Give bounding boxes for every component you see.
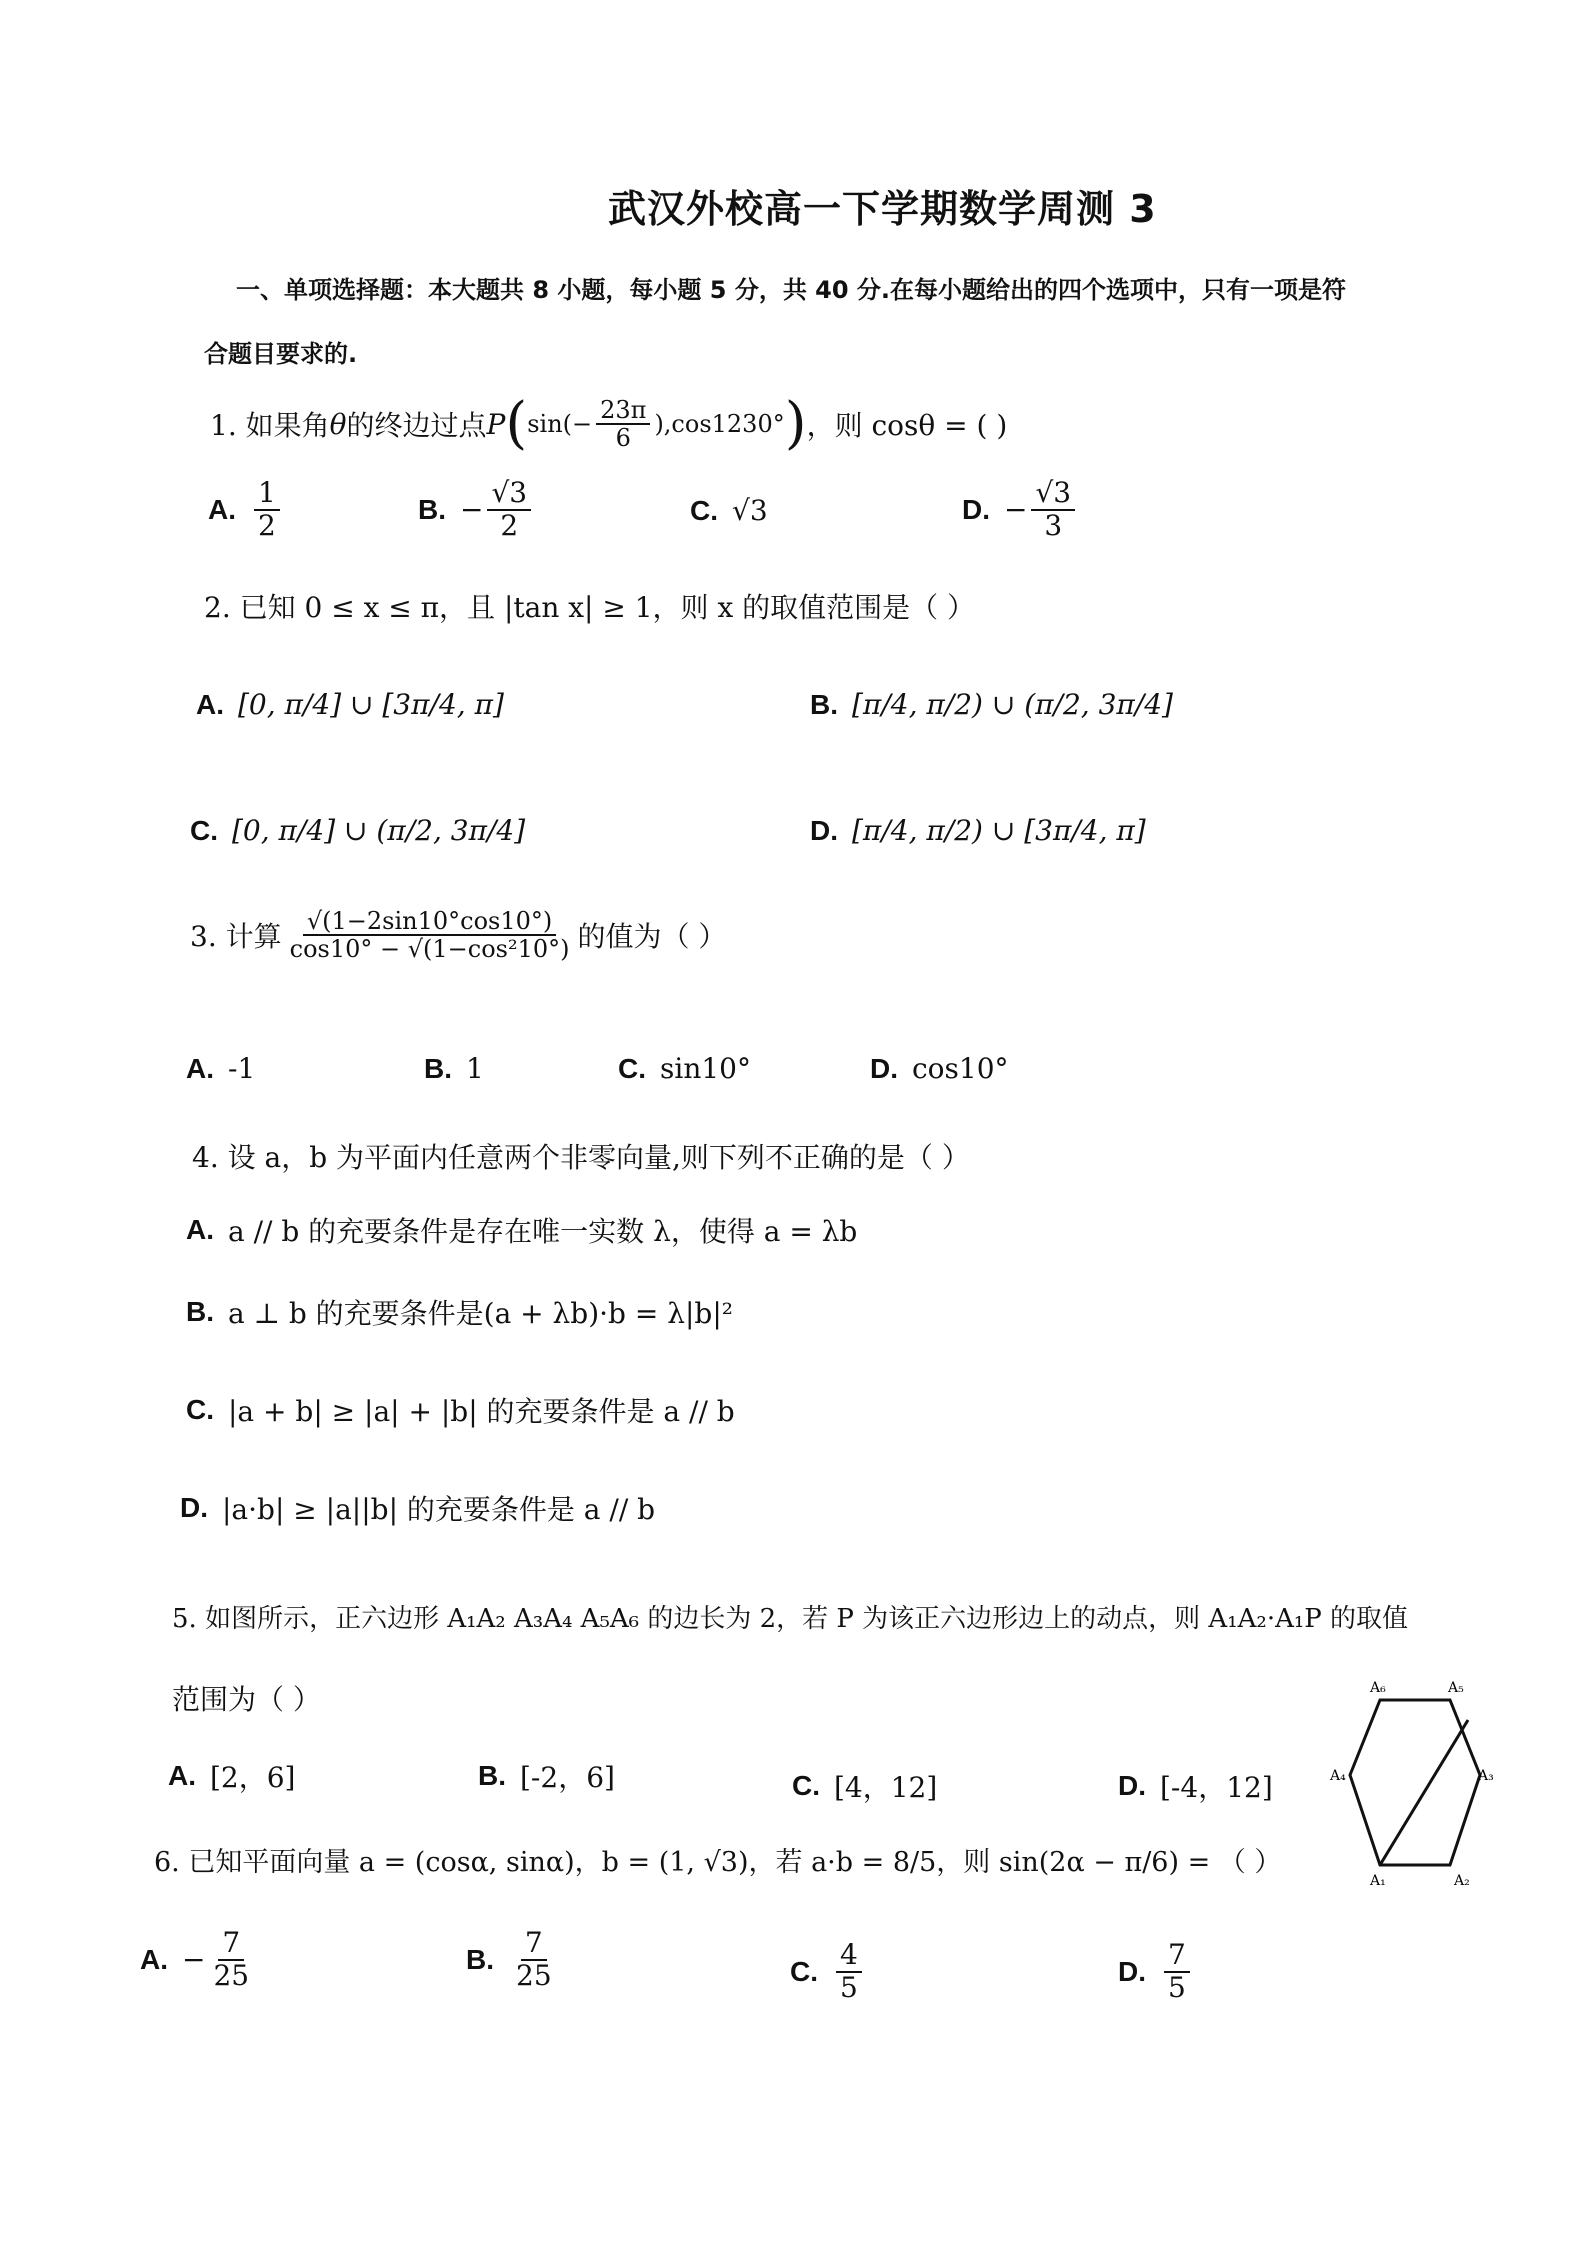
- q2-option-a-label: A.: [196, 688, 224, 720]
- q5-b-text: [-2，6]: [520, 1761, 615, 1794]
- q1-theta: θ: [329, 407, 347, 441]
- q6-a-sign: −: [182, 1943, 206, 1977]
- vertex-label-a3: A₃: [1478, 1768, 1494, 1784]
- q1-option-d[interactable]: [962, 478, 1079, 542]
- q3-c-text: sin10°: [660, 1052, 751, 1085]
- q1-option-b-frac: [487, 478, 531, 542]
- q2-option-c-label: C.: [190, 814, 218, 846]
- q4-b-text: a ⊥ b 的充要条件是(a + λb)·b = λ|b|²: [228, 1297, 733, 1330]
- q1-option-a-label: A.: [208, 493, 236, 525]
- q5-option-b-label: B.: [478, 1760, 506, 1791]
- section-heading-line1: 一、单项选择题：本大题共 8 小题，每小题 5 分，共 40 分.在每小题给出的四个选项中，只有一项是符: [236, 276, 1347, 304]
- q6-a-frac: [209, 1928, 253, 1992]
- question-1-stem: [210, 391, 1008, 456]
- q1-option-c-label: C.: [690, 494, 718, 526]
- q1-a-den: 2: [258, 508, 276, 542]
- q4-option-d[interactable]: [180, 1488, 655, 1528]
- q1-sin-part: sin(−: [527, 410, 593, 438]
- q3-option-d[interactable]: [870, 1052, 1009, 1085]
- q5-a-text: [2，6]: [210, 1761, 296, 1794]
- q1-d-sign: −: [1004, 493, 1028, 527]
- q3-option-c-label: C.: [618, 1052, 646, 1084]
- q4-option-a-label: A.: [186, 1214, 214, 1245]
- q5-option-d[interactable]: [1118, 1766, 1273, 1806]
- q4-option-d-label: D.: [180, 1492, 208, 1523]
- q5-option-b[interactable]: [478, 1756, 615, 1796]
- q1-option-d-label: D.: [962, 493, 990, 525]
- q3-prefix: 3. 计算: [190, 920, 282, 954]
- diagonal-a1-a2: [1380, 1720, 1468, 1865]
- q4-option-b-label: B.: [186, 1296, 214, 1327]
- q2-option-b-label: B.: [810, 688, 838, 720]
- q4-option-c[interactable]: [186, 1390, 735, 1430]
- q6-d-frac: [1164, 1940, 1190, 2004]
- q3-suffix: 的值为（ ）: [577, 920, 727, 954]
- q1-fraction: [596, 397, 650, 452]
- question-5-stem-line2: 范围为（ ）: [172, 1683, 321, 1716]
- hexagon-figure: [1330, 1680, 1494, 1890]
- q1-frac-num: 23π: [596, 397, 650, 425]
- q6-d-den: 5: [1168, 1970, 1186, 2004]
- q6-c-den: 5: [840, 1970, 858, 2004]
- q3-a-text: -1: [228, 1052, 256, 1085]
- q2-option-d[interactable]: [810, 814, 1146, 847]
- q1-b-den: 2: [500, 508, 519, 542]
- q2-a-text: [0, π/4] ∪ [3π/4, π]: [238, 688, 504, 721]
- q1-b-sign: −: [460, 493, 484, 527]
- q4-option-a[interactable]: [186, 1210, 857, 1250]
- q1-mid: 的终边过点: [346, 409, 487, 442]
- q4-option-b[interactable]: [186, 1292, 733, 1332]
- q3-option-a-label: A.: [186, 1052, 214, 1084]
- q6-c-num: 4: [836, 1940, 862, 1973]
- q1-option-d-frac: [1031, 478, 1075, 542]
- q6-b-frac: [512, 1928, 556, 1992]
- q1-d-num: √3: [1031, 478, 1075, 511]
- question-6-stem: 6. 已知平面向量 a = (cosα, sinα)，b = (1, √3)，若 a·b = 8/5，则 sin(2α − π/6) = （ ）: [154, 1847, 1282, 1878]
- q5-c-text: [4，12]: [834, 1771, 938, 1804]
- q1-open-paren: (: [505, 391, 528, 456]
- q5-option-d-label: D.: [1118, 1770, 1146, 1801]
- q2-option-a[interactable]: [196, 688, 504, 721]
- q6-d-num: 7: [1164, 1940, 1190, 1973]
- q2-d-text: [π/4, π/2) ∪ [3π/4, π]: [852, 814, 1146, 847]
- q3-option-d-label: D.: [870, 1052, 898, 1084]
- q3-option-c[interactable]: [618, 1052, 751, 1085]
- q1-option-b-label: B.: [418, 493, 446, 525]
- q3-den: cos10° − √(1−cos²10°): [289, 935, 570, 964]
- q1-close-paren: ): [784, 391, 807, 456]
- q5-option-c[interactable]: [792, 1766, 937, 1806]
- q1-c-text: √3: [732, 494, 768, 527]
- q4-d-text: |a·b| ≥ |a||b| 的充要条件是 a // b: [222, 1493, 656, 1526]
- q1-point-p: P: [486, 407, 506, 441]
- q1-d-den: 3: [1044, 508, 1063, 542]
- q6-option-b-label: B.: [466, 1943, 494, 1975]
- q6-a-num: 7: [218, 1928, 244, 1961]
- question-2-stem: 2. 已知 0 ≤ x ≤ π，且 |tan x| ≥ 1，则 x 的取值范围是（ ）: [204, 591, 976, 624]
- q6-option-c[interactable]: [790, 1940, 866, 2004]
- q3-num: √(1−2sin10°cos10°): [303, 908, 556, 936]
- q1-frac-den: 6: [615, 424, 631, 452]
- q3-option-b-label: B.: [424, 1052, 452, 1084]
- question-5-stem-line1: 5. 如图所示，正六边形 A₁A₂ A₃A₄ A₅A₆ 的边长为 2，若 P 为该正六边形边上的动点，则 A₁A₂·A₁P 的取值: [172, 1604, 1409, 1634]
- hexagon-outline: [1350, 1700, 1480, 1865]
- vertex-label-a5: A₅: [1448, 1680, 1464, 1696]
- q3-option-a[interactable]: [186, 1052, 255, 1085]
- q1-a-num: 1: [254, 478, 280, 511]
- q5-option-c-label: C.: [792, 1770, 820, 1801]
- q2-b-text: [π/4, π/2) ∪ (π/2, 3π/4]: [852, 688, 1173, 721]
- page-title: 武汉外校高一下学期数学周测 3: [608, 187, 1157, 231]
- q2-option-b[interactable]: [810, 688, 1173, 721]
- q4-a-text: a // b 的充要条件是存在唯一实数 λ，使得 a = λb: [228, 1215, 858, 1248]
- q6-b-num: 7: [521, 1928, 547, 1961]
- vertex-label-a1: A₁: [1370, 1873, 1386, 1889]
- q2-option-c[interactable]: [190, 814, 525, 847]
- question-3-stem: [190, 908, 726, 963]
- question-4-stem: 4. 设 a，b 为平面内任意两个非零向量,则下列不正确的是（ ）: [192, 1141, 970, 1174]
- q1-option-b[interactable]: [418, 478, 535, 542]
- q5-option-a-label: A.: [168, 1760, 196, 1791]
- q1-prefix: 1. 如果角: [210, 409, 330, 442]
- q6-b-den: 25: [516, 1958, 552, 1992]
- q3-fraction: [286, 908, 574, 963]
- vertex-label-a6: A₆: [1370, 1680, 1386, 1696]
- q6-option-d[interactable]: [1118, 1940, 1194, 2004]
- section-heading-line2: 合题目要求的.: [204, 340, 358, 368]
- q6-c-frac: [836, 1940, 862, 2004]
- q4-option-c-label: C.: [186, 1394, 214, 1425]
- vertex-label-a2: A₂: [1454, 1873, 1470, 1889]
- vertex-label-a4: A₄: [1330, 1768, 1346, 1784]
- q3-d-text: cos10°: [912, 1052, 1009, 1085]
- q6-a-den: 25: [213, 1958, 250, 1992]
- q1-b-num: √3: [487, 478, 531, 511]
- q1-suffix: ，则 cosθ = ( ): [806, 409, 1008, 442]
- q1-option-c[interactable]: [690, 494, 768, 527]
- q1-option-a[interactable]: [208, 478, 284, 542]
- q5-option-a[interactable]: [168, 1756, 295, 1796]
- q3-option-b[interactable]: [424, 1052, 484, 1085]
- q1-cos-part: ),cos1230°: [654, 410, 785, 438]
- q2-c-text: [0, π/4] ∪ (π/2, 3π/4]: [232, 814, 526, 847]
- q4-c-text: |a + b| ≥ |a| + |b| 的充要条件是 a // b: [228, 1395, 735, 1428]
- q6-option-a[interactable]: [140, 1928, 257, 1992]
- q6-option-d-label: D.: [1118, 1955, 1146, 1987]
- q3-b-text: 1: [466, 1052, 484, 1085]
- q5-d-text: [-4，12]: [1160, 1771, 1273, 1804]
- q6-option-a-label: A.: [140, 1943, 168, 1975]
- q6-option-b[interactable]: [466, 1928, 560, 1992]
- q6-option-c-label: C.: [790, 1955, 818, 1987]
- q1-option-a-frac: [254, 478, 280, 542]
- q2-option-d-label: D.: [810, 814, 838, 846]
